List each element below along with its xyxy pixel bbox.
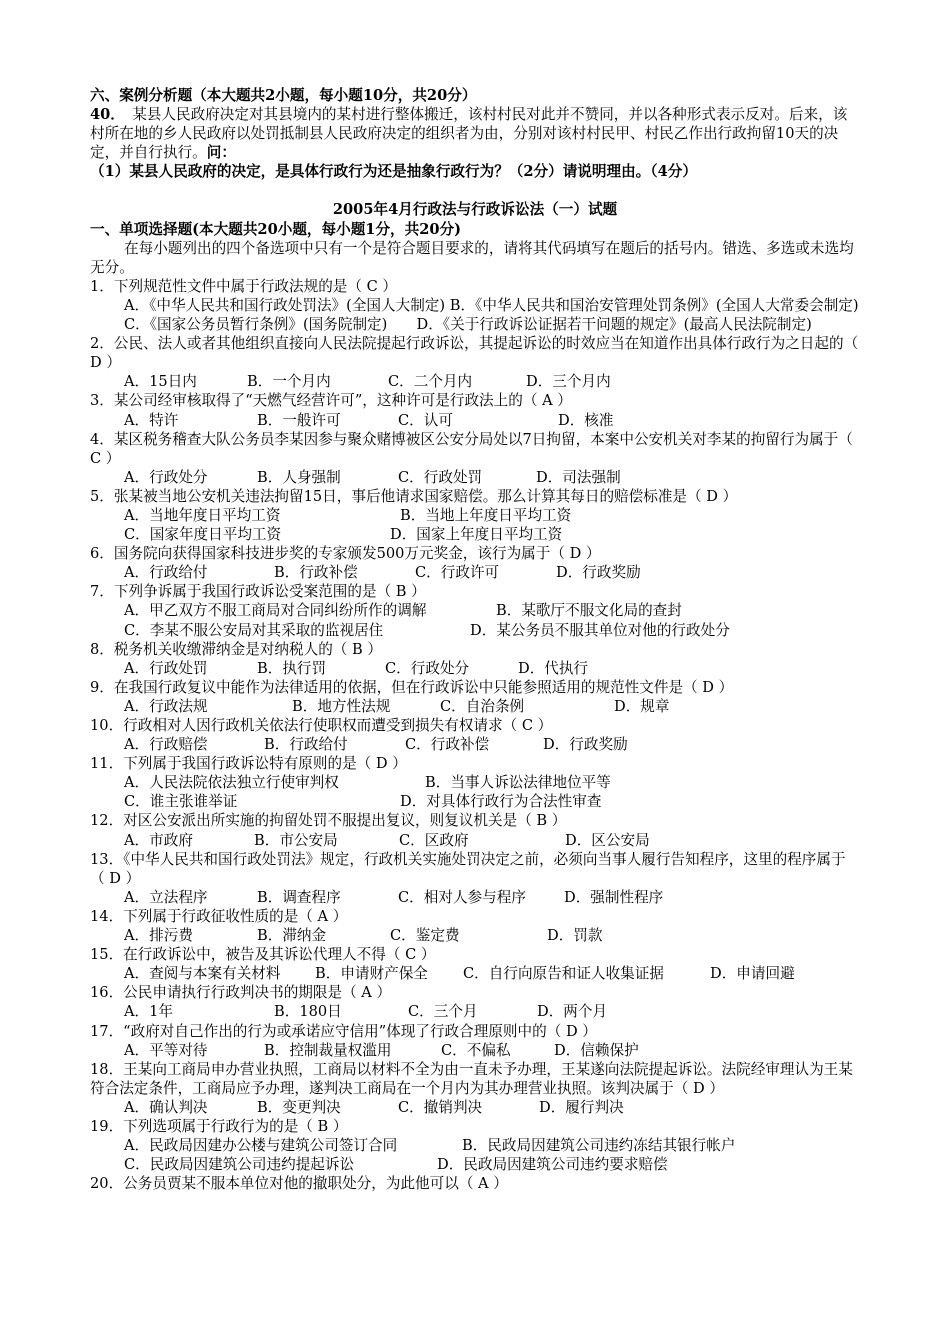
answer-option: D．国家上年度日平均工资 [390,526,563,544]
answer-option: B．180日 [274,1003,342,1021]
option-row [90,1136,860,1155]
question-stem: 4．某区税务稽查大队公务员李某因参与聚众赌博被区公安分局处以7日拘留，本案中公安机关对李某的拘留行为属于（ C ） [90,430,853,467]
question-stem: 14．下列属于行政征收性质的是（ A ） [90,907,348,925]
option-row [90,773,860,792]
question-item [90,811,860,849]
question-item [90,1022,860,1060]
answer-option: C．三个月 [408,1003,478,1021]
answer-option: A．立法程序 [124,888,208,906]
question-item [90,907,860,945]
section6-heading: 六、案例分析题（本大题共2小题，每小题10分，共20分） [90,87,477,104]
question-stem: 3．某公司经审核取得了“天燃气经营许可”，这种许可是行政法上的（ A ） [90,392,572,410]
question-item [90,754,860,811]
question-stem: 9．在我国行政复议中能作为法律适用的依据，但在行政诉讼中只能参照适用的规范性文件是（ D ） [90,678,734,696]
question-stem: 8．税务机关收缴滞纳金是对纳税人的（ B ） [90,640,382,658]
answer-option: C．民政局因建筑公司违约提起诉讼 [124,1156,355,1174]
question-stem: 15．在行政诉讼中，被告及其诉讼代理人不得（ C ） [90,946,436,964]
answer-option: A．市政府 [124,831,193,849]
answer-option: C．行政处罚 [398,468,483,486]
question-stem: 12．对区公安派出所实施的拘留处罚不服提出复议，则复议机关是（ B ） [90,812,567,830]
question-item [90,945,860,983]
answer-option: D．履行判决 [539,1098,624,1116]
option-row [90,697,860,716]
option-row [90,1002,860,1021]
question-stem: 13．《中华人民共和国行政处罚法》规定，行政机关实施处罚决定之前，必须向当事人履行告知程序，这里的程序属于（ D ） [90,850,846,887]
option-row [90,411,860,430]
answer-option: A．排污费 [124,927,193,945]
option-row [90,792,860,811]
answer-option: C．行政许可 [415,564,500,582]
question-40-sub1: （1）某县人民政府的决定，是具体行政行为还是抽象行政行为？（2分）请说明理由。（4分） [90,163,697,181]
answer-option: A．15日内 [124,373,197,391]
question-stem: 6．国务院向获得国家科技进步奖的专家颁发500万元奖金，该行为属于（ D ） [90,545,601,563]
answer-option: B．一般许可 [257,411,341,429]
answer-option: D．申请回避 [710,965,795,983]
answer-option: B．一个月内 [247,373,331,391]
answer-option: C．行政补偿 [405,736,490,754]
answer-option: A．平等对待 [124,1041,208,1059]
answer-option: B．控制裁量权滥用 [264,1041,392,1059]
answer-option: C．不偏私 [441,1041,511,1059]
option-row [90,1041,860,1060]
option-row [90,525,860,544]
answer-option: A．甲乙双方不服工商局对合同纠纷所作的调解 [124,602,427,620]
option-row [90,372,860,391]
answer-option: B．某歌厅不服文化局的查封 [496,602,682,620]
answer-option: C．自行向原告和证人收集证据 [463,965,664,983]
question-item [90,391,860,429]
option-row [90,601,860,620]
option-row [90,1155,860,1174]
question-stem: 7．下列争诉属于我国行政诉讼受案范围的是（ B ） [90,583,426,601]
option-row [90,964,860,983]
question-item [90,1174,860,1193]
answer-option: D．行政奖励 [543,736,628,754]
answer-option: B．人身强制 [257,468,341,486]
instructions: 在每小题列出的四个备选项中只有一个是符合题目要求的，请将其代码填写在题后的括号内。错选、多选或未选均无分。 [90,239,854,276]
answer-option: B．行政补偿 [274,564,358,582]
option-line: C．《国家公务员暂行条例》(国务院制定) D．《关于行政诉讼证据若干问题的规定》(最高人民法院制定) [124,316,812,334]
answer-option: C．谁主张谁举证 [124,793,238,811]
answer-option: D．对具体行政行为合法性审查 [400,793,602,811]
answer-option: A．行政处分 [124,468,208,486]
question-item [90,430,860,487]
answer-option: C．认可 [398,411,453,429]
question-item [90,1060,860,1117]
section1-heading: 一、单项选择题(本大题共20小题，每小题1分，共20分) [90,220,462,238]
question-item [90,850,860,907]
answer-option: B．市公安局 [254,831,338,849]
spacer [90,181,860,200]
answer-option: C．鉴定费 [390,927,460,945]
option-row [90,621,860,640]
question-stem: 18．王某向工商局申办营业执照，工商局以材料不全为由一直未予办理，王某遂向法院提起诉讼。法院经审理认为王某符合法定条件，工商局应予办理，遂判决工商局在一个月内为其办理营业执照。该判决属于（ D ） [90,1060,853,1097]
option-row [90,659,860,678]
answer-option: B．当事人诉讼法律地位平等 [425,774,611,792]
answer-option: C．自治条例 [440,697,525,715]
answer-option: A．人民法院依法独立行使审判权 [124,774,339,792]
answer-option: B．行政给付 [264,736,348,754]
answer-option: D．核准 [558,411,614,429]
option-row [90,735,860,754]
answer-option: C．区政府 [399,831,469,849]
answer-option: D．某公务员不服其单位对他的行政处分 [470,621,730,639]
answer-option: B．执行罚 [257,659,327,677]
answer-option: A．民政局因建办公楼与建筑公司签订合同 [124,1137,398,1155]
answer-option: D．代执行 [518,659,589,677]
answer-option: A．行政赔偿 [124,736,208,754]
answer-option: C．行政处分 [385,659,470,677]
answer-option: C．李某不服公安局对其采取的监视居住 [124,621,384,639]
answer-option: C．相对人参与程序 [398,888,526,906]
answer-option: D．三个月内 [526,373,611,391]
answer-option: B．申请财产保全 [315,965,428,983]
question-40-text: 某县人民政府决定对其县境内的某村进行整体搬迁，该村村民对此并不赞同，并以各种形式表示反对。后来，该村所在地的乡人民政府以处罚抵制县人民政府决定的组织者为由，分别对该村村民甲、村民乙作出行政拘留10天的决定，并自行执行。 [90,106,848,162]
question-item [90,716,860,754]
exam-title: 2005年4月行政法与行政诉讼法（一）试题 [332,201,618,219]
answer-option: D．信赖保护 [554,1041,639,1059]
question-item [90,487,860,544]
question-stem: 20．公务员贾某不服本单位对他的撤职处分，为此他可以（ A ） [90,1175,508,1193]
option-line: A．《中华人民共和国行政处罚法》(全国人大制定) B．《中华人民共和国治安管理处罚条例》(全国人大常委会制定) [124,296,859,314]
question-item [90,334,860,391]
answer-option: B．变更判决 [257,1098,341,1116]
answer-option: C．撤销判决 [398,1098,483,1116]
answer-option: D．民政局因建筑公司违约要求赔偿 [437,1156,668,1174]
answer-option: D．规章 [614,697,670,715]
option-row [90,506,860,525]
option-row [90,468,860,487]
answer-option: A．行政给付 [124,564,208,582]
option-row [90,888,860,907]
option-row [90,926,860,945]
answer-option: C．二个月内 [388,373,473,391]
answer-option: D．行政奖励 [556,564,641,582]
answer-option: D．区公安局 [565,831,650,849]
answer-option: D．两个月 [537,1003,608,1021]
answer-option: B．调查程序 [257,888,341,906]
question-list [90,277,860,1194]
answer-option: A．确认判决 [124,1098,208,1116]
answer-option: B．民政局因建筑公司违约冻结其银行帐户 [462,1137,736,1155]
question-item [90,678,860,716]
answer-option: A．特许 [124,411,179,429]
answer-option: D．司法强制 [536,468,621,486]
question-stem: 17．“政府对自己作出的行为或承诺应守信用”体现了行政合理原则中的（ D ） [90,1022,597,1040]
question-40-ask: 问： [206,144,236,162]
answer-option: A．行政法规 [124,697,208,715]
question-item [90,640,860,678]
option-row [90,831,860,850]
question-item [90,582,860,639]
option-row [90,1098,860,1117]
answer-option: A．当地年度日平均工资 [124,506,281,524]
question-40-number: 40． [90,106,118,124]
answer-option: D．强制性程序 [564,888,664,906]
question-item [90,1117,860,1174]
question-item [90,983,860,1021]
answer-option: A．1年 [124,1003,174,1021]
answer-option: B．地方性法规 [292,697,391,715]
question-40 [90,105,860,162]
question-stem: 19．下列选项属于行政行为的是（ B ） [90,1117,348,1135]
question-stem: 1．下列规范性文件中属于行政法规的是（ C ） [90,277,398,295]
answer-option: A．行政处罚 [124,659,208,677]
answer-option: B．当地上年度日平均工资 [400,506,572,524]
question-stem: 10．行政相对人因行政机关依法行使职权而遭受到损失有权请求（ C ） [90,717,553,734]
question-item [90,544,860,582]
answer-option: A．查阅与本案有关材料 [124,965,281,983]
answer-option: B．滞纳金 [257,927,327,945]
answer-option: D．罚款 [547,927,603,945]
question-stem: 11．下列属于我国行政诉讼特有原则的是（ D ） [90,755,407,773]
question-stem: 5．张某被当地公安机关违法拘留15日，事后他请求国家赔偿。那么计算其每日的赔偿标准是（ D ） [90,487,738,505]
question-stem: 2．公民、法人或者其他组织直接向人民法院提起行政诉讼，其提起诉讼的时效应当在知道作出具体行政行为之日起的（ D ） [90,335,859,372]
question-item [90,277,860,334]
option-row [90,563,860,582]
answer-option: C．国家年度日平均工资 [124,526,282,544]
question-stem: 16．公民申请执行行政判决书的期限是（ A ） [90,984,392,1002]
